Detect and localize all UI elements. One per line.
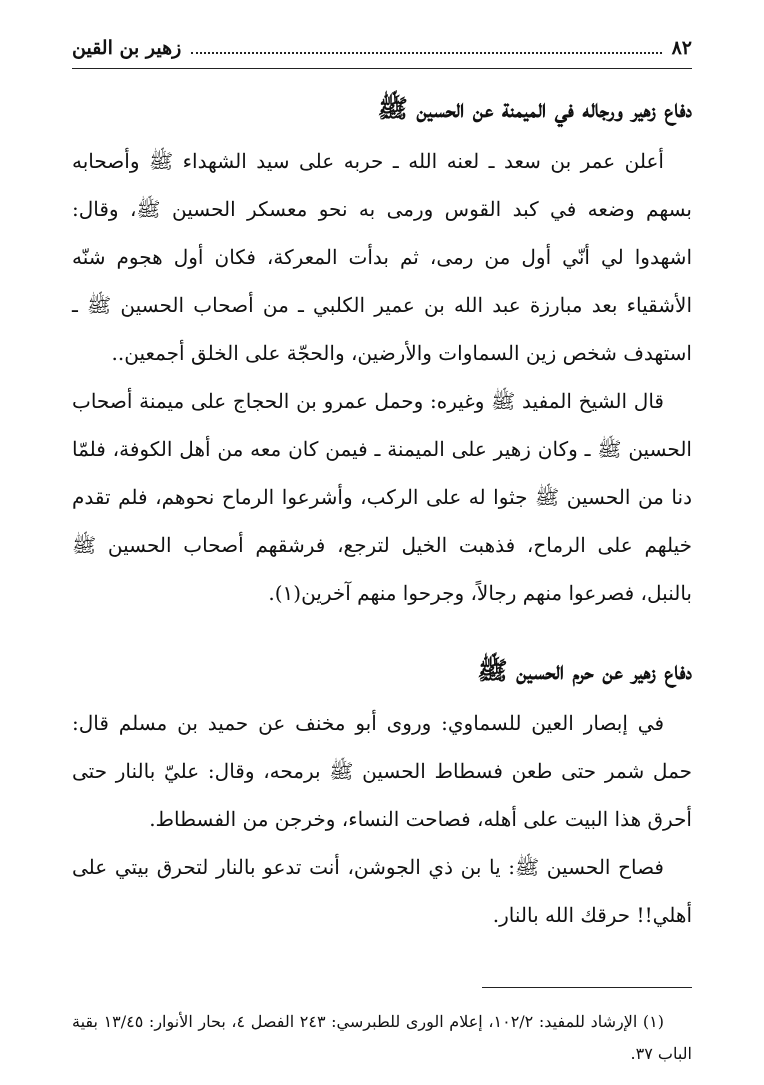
page-number: ٨٢ <box>671 37 692 59</box>
paragraph: أعلن عمر بن سعد ـ لعنه الله ـ حربه على سيد الشهداء ﷺ وأصحابه بسهم وضعه في كبد القوس ورمى به نحو معسكر الحسين ﷺ، وقال: اشهدوا لي أنّي أول من رمى، ثم بدأت المعركة، فكان أول هجوم شنّه الأشقياء بعد مبارزة عبد الله بن عمير الكلبي ـ من أصحاب الحسين ﷺ ـ استهدف شخص زين السماوات والأرضين، والحجّة على الخلق أجمعين.. <box>72 149 692 365</box>
paragraph: قال الشيخ المفيد ﷺ وغيره: وحمل عمرو بن الحجاج على ميمنة أصحاب الحسين ﷺ ـ وكان زهير على الميمنة ـ فيمن كان معه من أهل الكوفة، فلمّا دنا من الحسين ﷺ جثوا له على الركب، وأشرعوا الرماح نحوهم، فلم تقدم خيلهم على الرماح، فذهبت الخيل لترجع، فرشقهم أصحاب الحسين ﷺ بالنبل، فصرعوا منهم رجالاً، وجرحوا منهم آخرين(١). <box>72 389 692 605</box>
paragraph: فصاح الحسين ﷺ: يا بن ذي الجوشن، أنت تدعو بالنار لتحرق بيتي على أهلي!! حرقك الله بالنار. <box>72 855 692 927</box>
footnote-rule <box>482 987 692 988</box>
running-header <box>72 30 692 69</box>
section-title-1: دفاع زهير ورجاله في الميمنة عن الحسين ﷺ <box>377 94 692 123</box>
footnote: (١) الإرشاد للمفيد: ١٠٢/٢، إعلام الورى للطبرسي: ٢٤٣ الفصل ٤، بحار الأنوار: ١٣/٤٥ بقية الباب ٣٧. <box>72 1012 692 1063</box>
paragraph: في إبصار العين للسماوي: وروى أبو مخنف عن حميد بن مسلم قال: حمل شمر حتى طعن فسطاط الحسين ﷺ برمحه، وقال: عليّ بالنار حتى أحرق هذا البيت على أهله، فصاحت النساء، وخرجن من الفسطاط. <box>72 711 692 831</box>
running-title: زهير بن القين <box>72 37 182 59</box>
section-title-2: دفاع زهير عن حرم الحسين ﷺ <box>477 656 692 685</box>
leader-dots <box>191 42 661 54</box>
